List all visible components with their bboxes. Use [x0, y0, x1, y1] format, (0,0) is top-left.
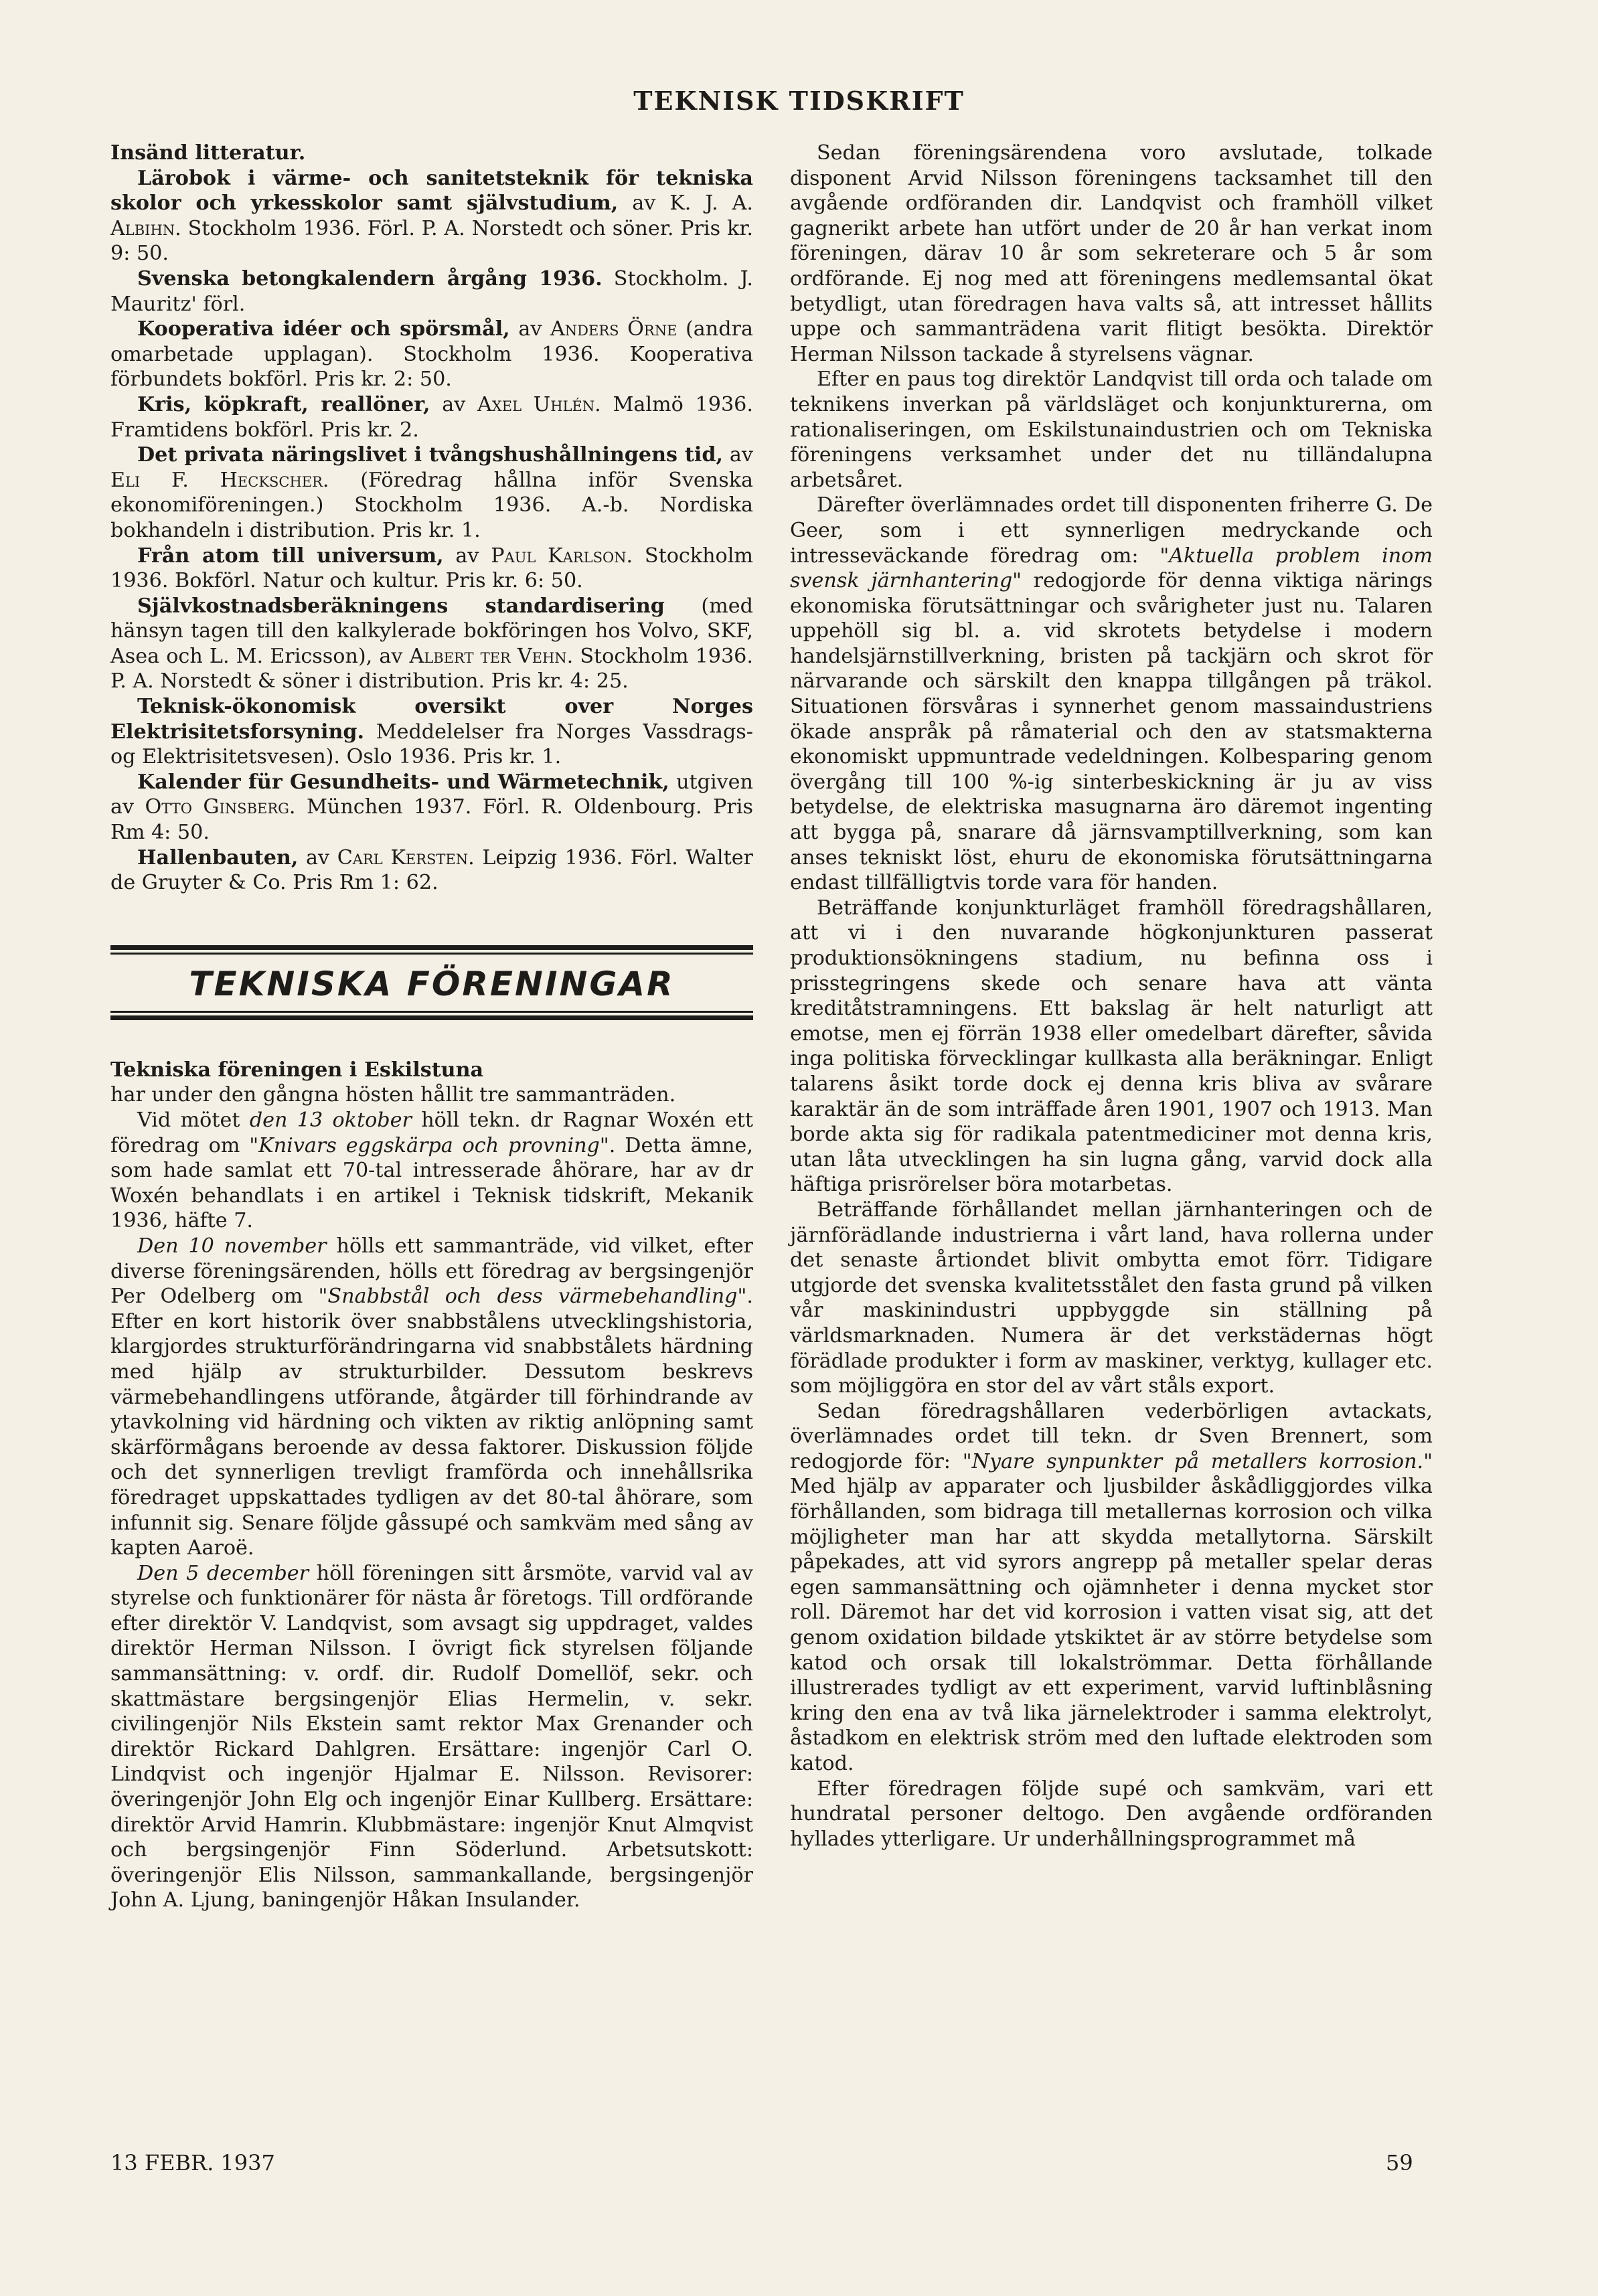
literature-author: Anders Örne: [550, 317, 677, 341]
literature-author: Axel Uhlén: [477, 392, 595, 416]
literature-author: Paul Karlson: [491, 544, 627, 568]
article-paragraph: Den 10 november hölls ett sammanträde, vid vilket, efter diverse föreningsärenden, hölls ett föredrag av bergsingenjör Per Odelberg om "Snabbstål och dess värmebehandling". Efter en kort historik över snabbstålens utvecklingshistoria, klargjordes strukturförändringarna vid snabbstålets härdning med hjälp av strukturbilder. Dessutom beskrevs värmebehandlingens utförande, åtgärder till förhindrande av ytavkolning vid härdning och vikten av riktig anlöpning samt skärförmågans beroende av dessa faktorer. Diskussion följde och det synnerligen trevligt framförda och innehållsrika föredraget uppskattades tydligen av det 80-tal åhörare, som infunnit sig. Senare följde gåssupé och samkväm med sång av kapten Aaroë.: [110, 1234, 753, 1560]
article-paragraph: Beträffande konjunkturläget framhöll föredragshållaren, att vi i den nuvarande högkonjunkturen passerat produktionsökningens stadium, nu befinna oss i prisstegringens skede och senare hava att vänta kreditåtstramningens. Ett bakslag är helt naturligt att emotse, men ej förrän 1938 eller omedelbart därefter, såvida inga politiska förvecklingar kullkasta alla beräkningar. Enligt talarens åsikt torde dock ej denna kris bliva av svårare karaktär än de som inträffade åren 1901, 1907 och 1913. Man borde akta sig för radikala patentmediciner mot denna kris, utan låta utvecklingen ha sin lugna gång, varvid dock alla häftiga prisrörelser böra motarbetas.: [790, 896, 1433, 1197]
literature-entry: Hallenbauten, av Carl Kersten. Leipzig 1936. Förl. Walter de Gruyter & Co. Pris Rm 1: 62.: [110, 845, 753, 895]
article-paragraph: Den 5 december höll föreningen sitt årsmöte, varvid val av styrelse och funktionärer för nästa år företogs. Till ordförande efter direktör V. Landqvist, som avsagt sig uppdraget, valdes direktör Herman Nilsson. I övrigt fick styrelsen följande sammansättning: v. ordf. dir. Rudolf Domellöf, sekr. och skattmästare bergsingenjör Elias Hermelin, v. sekr. civilingenjör Nils Ekstein samt rektor Max Grenander och direktör Rickard Dahlgren. Ersättare: ingenjör Carl O. Lindqvist och ingenjör Hjalmar E. Nilsson. Revisorer: överingenjör John Elg och ingenjör Einar Kullberg. Ersättare: direktör Arvid Hamrin. Klubbmästare: ingenjör Knut Almqvist och bergsingenjör Finn Söderlund. Arbetsutskott: överingenjör Elis Nilsson, sammankallande, bergsingenjör John A. Ljung, baningenjör Håkan Insulander.: [110, 1561, 753, 1912]
literature-entry: Det privata näringslivet i tvångshushållningens tid, av Eli F. Heckscher. (Föredrag hållna inför Svenska ekonomiföreningen.) Stockholm 1936. A.-b. Nordiska bokhandeln i distribution. Pris kr. 1.: [110, 443, 753, 542]
literature-entry: Svenska betongkalendern årgång 1936. Stockholm. J. Mauritz' förl.: [110, 266, 753, 316]
literature-entry: Självkostnadsberäkningens standardisering (med hänsyn tagen till den kalkylerade bokföringen hos Volvo, SKF, Asea och L. M. Ericsson), av Albert ter Vehn. Stockholm 1936. P. A. Norstedt & söner i distribution. Pris kr. 4: 25.: [110, 594, 753, 693]
literature-title: Kris, köpkraft, reallöner,: [137, 392, 430, 416]
literature-title: Svenska betongkalendern årgång 1936.: [137, 266, 603, 291]
left-column: [110, 141, 753, 1913]
literature-title: Hallenbauten,: [137, 845, 299, 870]
article-paragraph: Efter en paus tog direktör Landqvist till orda och talade om teknikens inverkan på världsläget och konjunkturerna, om rationaliseringen, om Eskilstunaindustrien och om Tekniska föreningens verksamhet under det nu tilländalupna arbetsåret.: [790, 367, 1433, 492]
article-paragraph: Sedan föreningsärendena voro avslutade, tolkade disponent Arvid Nilsson föreningens tacksamhet till den avgående ordföranden dir. Landqvist och framhöll vilket gagnerikt arbete han utfört under de 20 år han verkat inom föreningen, därav 10 år som sekreterare och 5 år som ordförande. Ej nog med att föreningens medlemsantal ökat betydligt, utan föredragen hava valts så, att intresset hållits uppe och sammanträdena varit flitigt besökta. Direktör Herman Nilsson tackade å styrelsens vägnar.: [790, 141, 1433, 366]
article-subheading: Tekniska föreningen i Eskilstuna: [110, 1058, 484, 1082]
literature-title: Det privata näringslivet i tvångshushållningens tid,: [137, 443, 723, 467]
literature-title: Lärobok i värme- och sanitetsteknik för tekniska skolor och yrkesskolor samt självstudium,: [110, 166, 753, 216]
issue-date: 13 FEBR. 1937: [110, 2150, 275, 2176]
article-paragraph: Därefter överlämnades ordet till disponenten friherre G. De Geer, som i ett synnerligen medryckande och intresseväckande föredrag om: "Aktuella problem inom svensk järnhantering" redogjorde för denna viktiga närings ekonomiska förutsättningar och svårigheter just nu. Talaren uppehöll sig bl. a. vid skrotets betydelse i modern handelsjärnstillverkning, bristen på tackjärn och skrot för närvarande och särskilt den knappa tillgången på träkol. Situationen försvåras i synnerhet genom massaindustriens ökade anspråk på råmaterial och den av statsmakterna ekonomiskt uppmuntrade vedeldningen. Kolbesparing genom övergång till 100 %-ig sinterbeskickning är ju av viss betydelse, de elektriska masugnarna äro däremot ingenting att bygga på, snarare då järnsvamptillverkning, som kan anses tekniskt löst, ehuru de ekonomiska förutsättningarna endast tillfälligtvis torde vara för handen.: [790, 493, 1433, 895]
literature-entry: Lärobok i värme- och sanitetsteknik för tekniska skolor och yrkesskolor samt självstudium, av K. J. A. Albihn. Stockholm 1936. Förl. P. A. Norstedt och söner. Pris kr. 9: 50.: [110, 166, 753, 266]
literature-title: Kooperativa idéer och spörsmål,: [137, 317, 510, 341]
article-paragraph: har under den gångna hösten hållit tre sammanträden.: [110, 1083, 676, 1107]
literature-list: [110, 166, 753, 896]
literature-author: Otto Ginsberg: [145, 795, 289, 819]
literature-title: Självkostnadsberäkningens standardisering: [137, 594, 665, 618]
right-column: [790, 141, 1433, 1852]
literature-author: Albert ter Vehn: [409, 644, 567, 668]
banner-rule-top: [110, 945, 753, 950]
banner-rule-bottom-thin: [110, 1011, 753, 1013]
section-title: TEKNISKA FÖRENINGAR: [189, 964, 675, 1003]
section-banner: [110, 945, 753, 1020]
literature-entry: Från atom till universum, av Paul Karlson. Stockholm 1936. Bokförl. Natur och kultur. Pris kr. 6: 50.: [110, 544, 753, 593]
literature-author: Albihn: [110, 216, 175, 240]
literature-entry: Kalender für Gesundheits- und Wärmetechnik, utgiven av Otto Ginsberg. München 1937. Förl. R. Oldenbourg. Pris Rm 4: 50.: [110, 770, 753, 845]
literature-entry: Kris, köpkraft, reallöner, av Axel Uhlén. Malmö 1936. Framtidens bokförl. Pris kr. 2.: [110, 392, 753, 442]
page-number: 59: [1386, 2150, 1413, 2176]
literature-entry: Kooperativa idéer och spörsmål, av Anders Örne (andra omarbetade upplagan). Stockholm 1936. Kooperativa förbundets bokförl. Pris kr. 2: 50.: [110, 317, 753, 392]
article-paragraph: Efter föredragen följde supé och samkväm, vari ett hundratal personer deltogo. Den avgående ordföranden hyllades ytterligare. Ur underhållningsprogrammet må: [790, 1777, 1433, 1851]
literature-title: Från atom till universum,: [137, 544, 444, 568]
running-head: TEKNISK TIDSKRIFT: [633, 86, 965, 116]
article-paragraph: Beträffande förhållandet mellan järnhanteringen och de järnförädlande industrierna i vårt land, hava rollerna under det senaste årtiondet blivit ombytta emot förr. Tidigare utgjorde det svenska kvalitetsstålet den fasta grund på vilken vår maskinindustri uppbyggde sin ställning på världsmarknaden. Numera är det verkstädernas högt förädlade produkter i form av maskiner, verktyg, kullager etc. som möjliggöra en stor del av vårt ståls export.: [790, 1198, 1433, 1398]
literature-title: Kalender für Gesundheits- und Wärmetechnik,: [137, 770, 669, 794]
literature-author: Eli F. Heckscher: [110, 468, 323, 492]
literature-title: Teknisk-ökonomisk oversikt over Norges Elektrisitetsforsyning.: [110, 695, 753, 744]
literature-author: Carl Kersten: [337, 845, 469, 870]
banner-rule-bottom: [110, 1015, 753, 1020]
article-paragraph: Sedan föredragshållaren vederbörligen avtackats, överlämnades ordet till tekn. dr Sven Brennert, som redogjorde för: "Nyare synpunkter på metallers korrosion." Med hjälp av apparater och ljusbilder åskådliggjordes vilka förhållanden, som bidraga till metallernas korrosion och vilka möjligheter man har att skydda metallytorna. Särskilt påpekades, att vid syrors angrepp på metaller spelar deras egen sammansättning och ojämnheter i denna mycket stor roll. Däremot har det vid korrosion i vatten visat sig, att det genom oxidation bildade ytskiktet är av större betydelse som katod och orsak till lokalströmmar. Detta förhållande illustrerades tydligt av ett experiment, varvid luftinblåsning kring den ena av två lika järnelektroder i samma elektrolyt, åstadkom en elektrisk ström med den luftade elektroden som katod.: [790, 1399, 1433, 1775]
article-paragraph: Vid mötet den 13 oktober höll tekn. dr Ragnar Woxén ett föredrag om "Knivars eggskärpa och provning". Detta ämne, som hade samlat ett 70-tal intresserade åhörare, har av dr Woxén behandlats i en artikel i Teknisk tidskrift, Mekanik 1936, häfte 7.: [110, 1109, 753, 1233]
literature-heading: Insänd litteratur.: [110, 141, 306, 165]
literature-entry: Teknisk-ökonomisk oversikt over Norges Elektrisitetsforsyning. Meddelelser fra Norges Vassdrags- og Elektrisitetsvesen). Oslo 1936. Pris kr. 1.: [110, 695, 753, 769]
